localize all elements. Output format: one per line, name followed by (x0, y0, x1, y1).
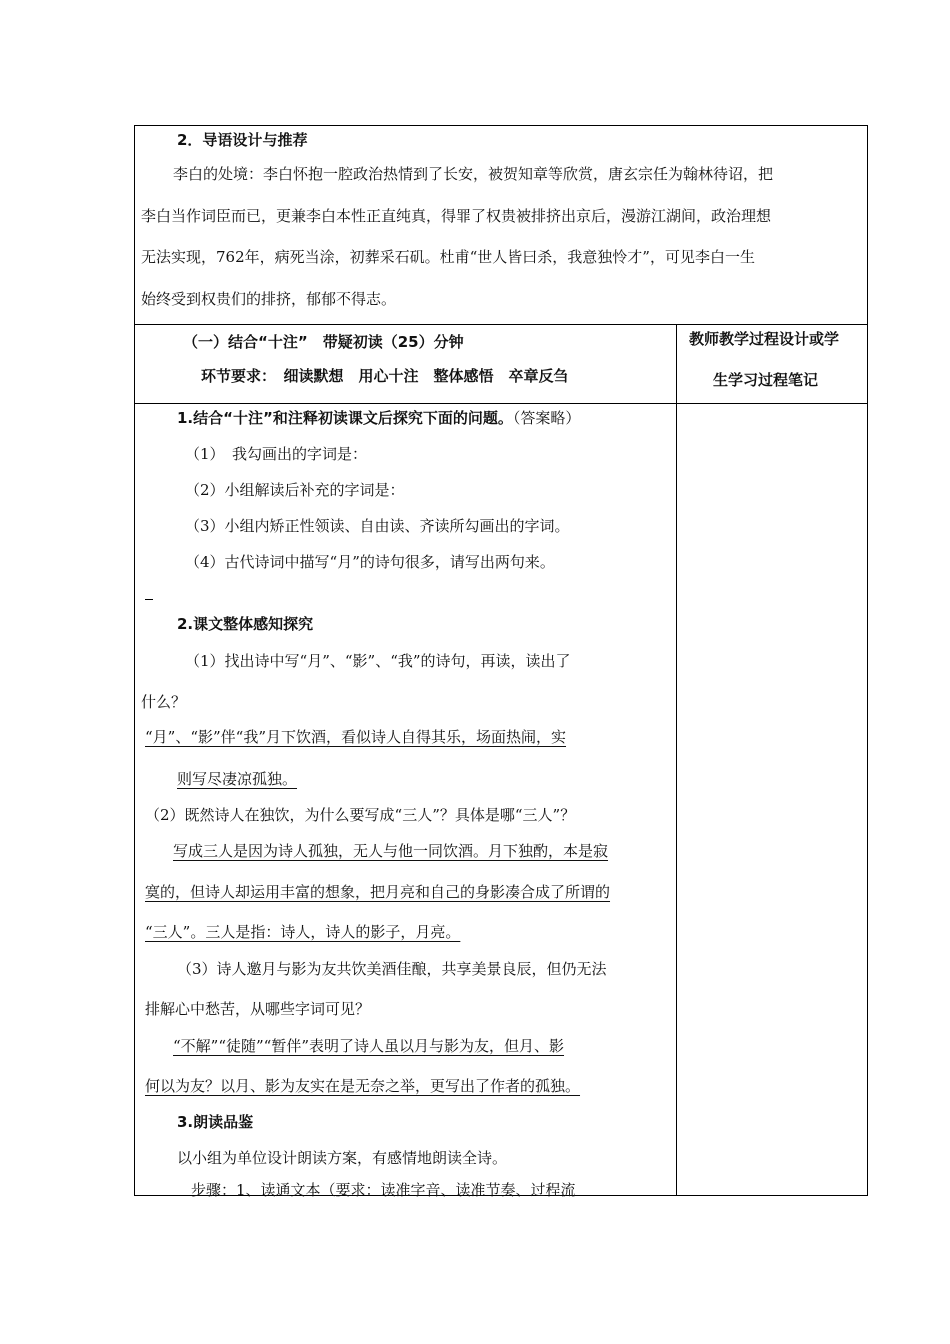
question-3-title: 3.朗读品鉴 (177, 1113, 254, 1131)
intro-line: 始终受到权贵们的排挤，郁郁不得志。 (141, 290, 397, 308)
question-1-text: 1.结合“十注”和注释初读课文后探究下面的问题。 (177, 409, 513, 427)
question-text: 步骤：1、读通文本（要求：读准字音、读准节奏、过程流 (191, 1181, 576, 1199)
answer-text: “不解”“徒随”“暂伴”表明了诗人虽以月与影为友，但月、影 (173, 1037, 565, 1055)
question-item: （2）小组解读后补充的字词是： (185, 481, 405, 499)
question-1-note: （答案略） (512, 409, 581, 427)
section-title: （一）结合“十注” 带疑初读（25）分钟 (183, 333, 464, 351)
intro-line: 李白的处境：李白怀抱一腔政治热情到了长安，被贺知章等欣赏，唐玄宗任为翰林待诏，把 (173, 165, 774, 183)
question-1-title (177, 408, 580, 428)
table-divider (135, 324, 867, 325)
question-2-title: 2.课文整体感知探究 (177, 615, 314, 633)
question-item: （1） 我勾画出的字词是： (185, 445, 368, 463)
lesson-table (134, 125, 868, 1199)
intro-line: 无法实现，762年，病死当涂，初葬采石矶。杜甫“世人皆曰杀，我意独怜才”，可见李白一生 (141, 248, 755, 266)
side-header: 生学习过程笔记 (713, 371, 819, 389)
table-divider (135, 403, 867, 404)
answer-text: “三人”。三人是指：诗人，诗人的影子，月亮。 (145, 923, 461, 941)
side-header: 教师教学过程设计或学 (689, 330, 840, 348)
question-item: （4）古代诗词中描写“月”的诗句很多，请写出两句来。 (185, 553, 555, 571)
question-text: 排解心中愁苦，从哪些字词可见？ (145, 1000, 371, 1018)
question-text: 什么？ (141, 693, 187, 711)
intro-heading: 2．导语设计与推荐 (177, 131, 308, 149)
answer-text: 寞的，但诗人却运用丰富的想象，把月亮和自己的身影凑合成了所谓的 (145, 883, 611, 901)
stray-mark (145, 599, 153, 600)
answer-text: 何以为友？以月、影为友实在是无奈之举，更写出了作者的孤独。 (145, 1077, 581, 1095)
column-divider (676, 324, 677, 1195)
section-requirements: 环节要求： 细读默想 用心十注 整体感悟 卒章反刍 (201, 367, 569, 385)
question-text: 以小组为单位设计朗读方案，有感情地朗读全诗。 (177, 1149, 508, 1167)
intro-line: 李白当作词臣而已，更兼李白本性正直纯真，得罪了权贵被排挤出京后，漫游江湖间，政治理想 (141, 207, 772, 225)
question-text: （1）找出诗中写“月”、“影”、“我”的诗句，再读，读出了 (185, 652, 571, 670)
question-text: （2）既然诗人在独饮，为什么要写成“三人”？具体是哪“三人”？ (145, 806, 576, 824)
answer-text: 则写尽凄凉孤独。 (177, 770, 298, 788)
answer-text: 写成三人是因为诗人孤独，无人与他一同饮酒。月下独酌，本是寂 (173, 842, 609, 860)
answer-text: “月”、“影”伴“我”月下饮酒，看似诗人自得其乐，场面热闹，实 (145, 728, 567, 746)
question-text: （3）诗人邀月与影为友共饮美酒佳酿，共享美景良辰，但仍无法 (177, 960, 607, 978)
question-item: （3）小组内矫正性领读、自由读、齐读所勾画出的字词。 (185, 517, 570, 535)
